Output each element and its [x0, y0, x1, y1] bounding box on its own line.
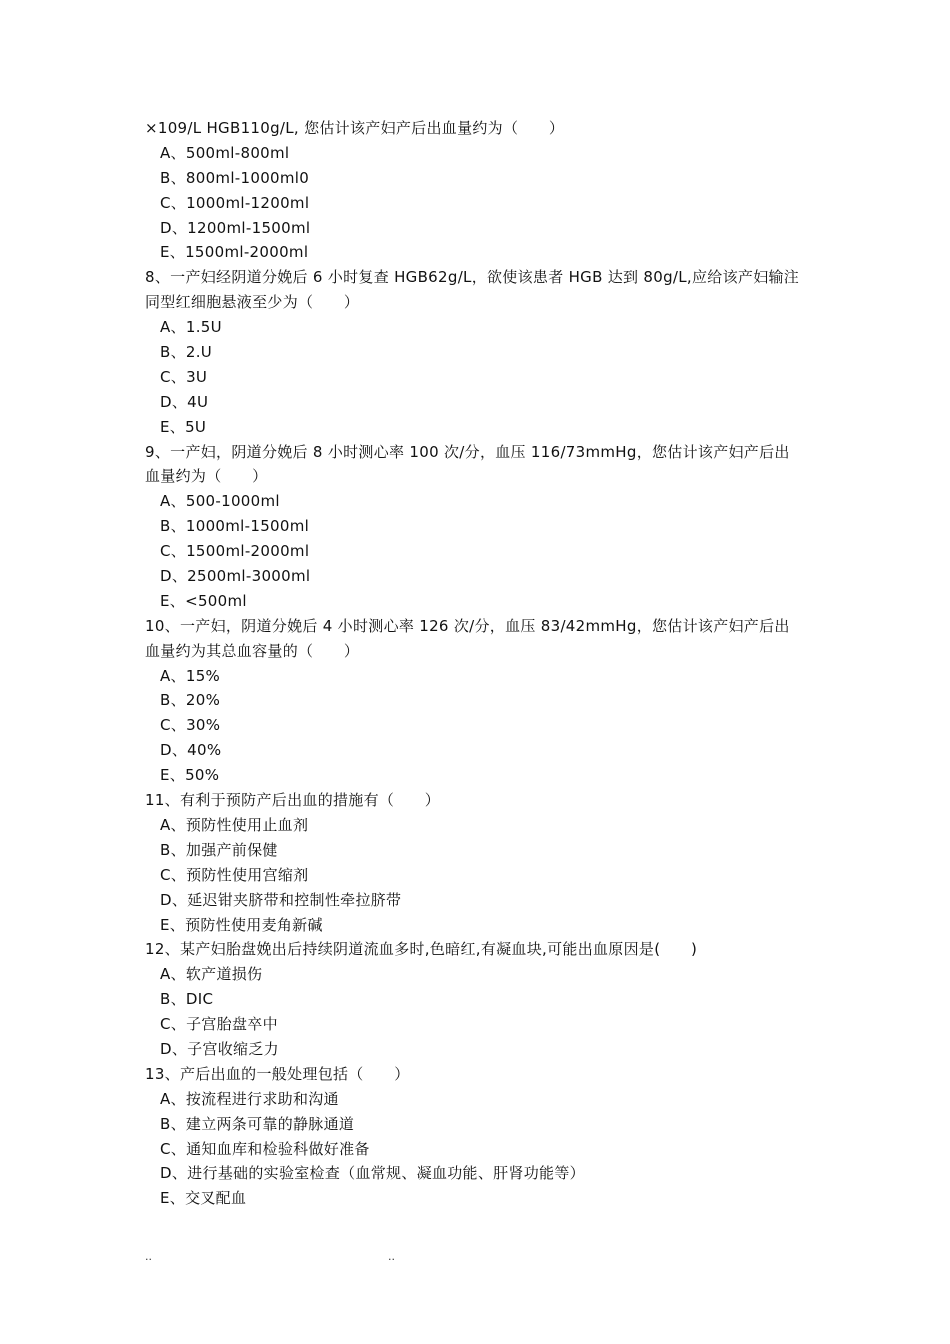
question-9: [145, 440, 815, 614]
option-a: A、软产道损伤: [160, 965, 263, 984]
option-e: E、<500ml: [160, 591, 247, 610]
question-11: [145, 788, 815, 937]
option-b: B、加强产前保健: [160, 840, 278, 859]
option-a: A、500ml-800ml: [160, 143, 290, 162]
option-a: A、15%: [160, 666, 221, 685]
question-stem-line: 9、一产妇，阴道分娩后 8 小时测心率 100 次/分，血压 116/73mmHg，您估计该产妇产后出: [145, 442, 790, 461]
option-d: D、40%: [160, 741, 222, 760]
option-d: D、2500ml-3000ml: [160, 567, 311, 586]
option-e: E、交叉配血: [160, 1189, 247, 1208]
option-a: A、按流程进行求助和沟通: [160, 1089, 339, 1108]
document-content: [145, 116, 815, 1211]
option-c: C、30%: [160, 716, 221, 735]
option-c: C、预防性使用宫缩剂: [160, 865, 309, 884]
option-e: E、50%: [160, 766, 220, 785]
page-footer: [0, 1250, 950, 1270]
option-e: E、5U: [160, 417, 207, 436]
option-c: C、1500ml-2000ml: [160, 542, 310, 561]
option-e: E、1500ml-2000ml: [160, 243, 309, 262]
question-stem-line: 13、产后出血的一般处理包括（ ）: [145, 1064, 410, 1083]
option-c: C、子宫胎盘卒中: [160, 1015, 278, 1034]
option-c: C、1000ml-1200ml: [160, 193, 310, 212]
option-d: D、4U: [160, 392, 209, 411]
option-a: A、500-1000ml: [160, 492, 280, 511]
option-b: B、1000ml-1500ml: [160, 517, 310, 536]
option-a: A、1.5U: [160, 318, 222, 337]
question-13: [145, 1062, 815, 1211]
question-stem-line: 同型红细胞悬液至少为（ ）: [145, 293, 360, 312]
question-8: [145, 265, 815, 439]
option-b: B、20%: [160, 691, 221, 710]
option-d: D、子宫收缩乏力: [160, 1039, 279, 1058]
option-b: B、建立两条可靠的静脉通道: [160, 1114, 355, 1133]
option-a: A、预防性使用止血剂: [160, 815, 309, 834]
question-stem-line: 8、一产妇经阴道分娩后 6 小时复查 HGB62g/L，欲使该患者 HGB 达到 80g/L,应给该产妇输注: [145, 268, 800, 287]
question-stem-line: 血量约为其总血容量的（ ）: [145, 641, 360, 660]
question-stem-line: 10、一产妇，阴道分娩后 4 小时测心率 126 次/分，血压 83/42mmHg，您估计该产妇产后出: [145, 616, 790, 635]
question-10: [145, 614, 815, 788]
question-stem-line: 血量约为（ ）: [145, 467, 268, 486]
option-c: C、3U: [160, 367, 208, 386]
question-stem-line: 11、有利于预防产后出血的措施有（ ）: [145, 791, 441, 810]
question-stem-line: 12、某产妇胎盘娩出后持续阴道流血多时,色暗红,有凝血块,可能出血原因是( ): [145, 940, 698, 959]
question-12: [145, 937, 815, 1061]
option-b: B、800ml-1000ml0: [160, 168, 310, 187]
option-d: D、进行基础的实验室检查（血常规、凝血功能、肝肾功能等）: [160, 1164, 585, 1183]
question-continuation: [145, 116, 815, 265]
option-d: D、1200ml-1500ml: [160, 218, 311, 237]
option-b: B、2.U: [160, 343, 213, 362]
option-e: E、预防性使用麦角新碱: [160, 915, 323, 934]
question-stem-line: ×109/L HGB110g/L, 您估计该产妇产后出血量约为（ ）: [145, 119, 565, 137]
footer-right-mark: ..: [388, 1250, 395, 1263]
option-d: D、延迟钳夹脐带和控制性牵拉脐带: [160, 890, 402, 909]
footer-left-mark: ..: [145, 1250, 152, 1263]
option-c: C、通知血库和检验科做好准备: [160, 1139, 370, 1158]
option-b: B、DIC: [160, 990, 214, 1009]
